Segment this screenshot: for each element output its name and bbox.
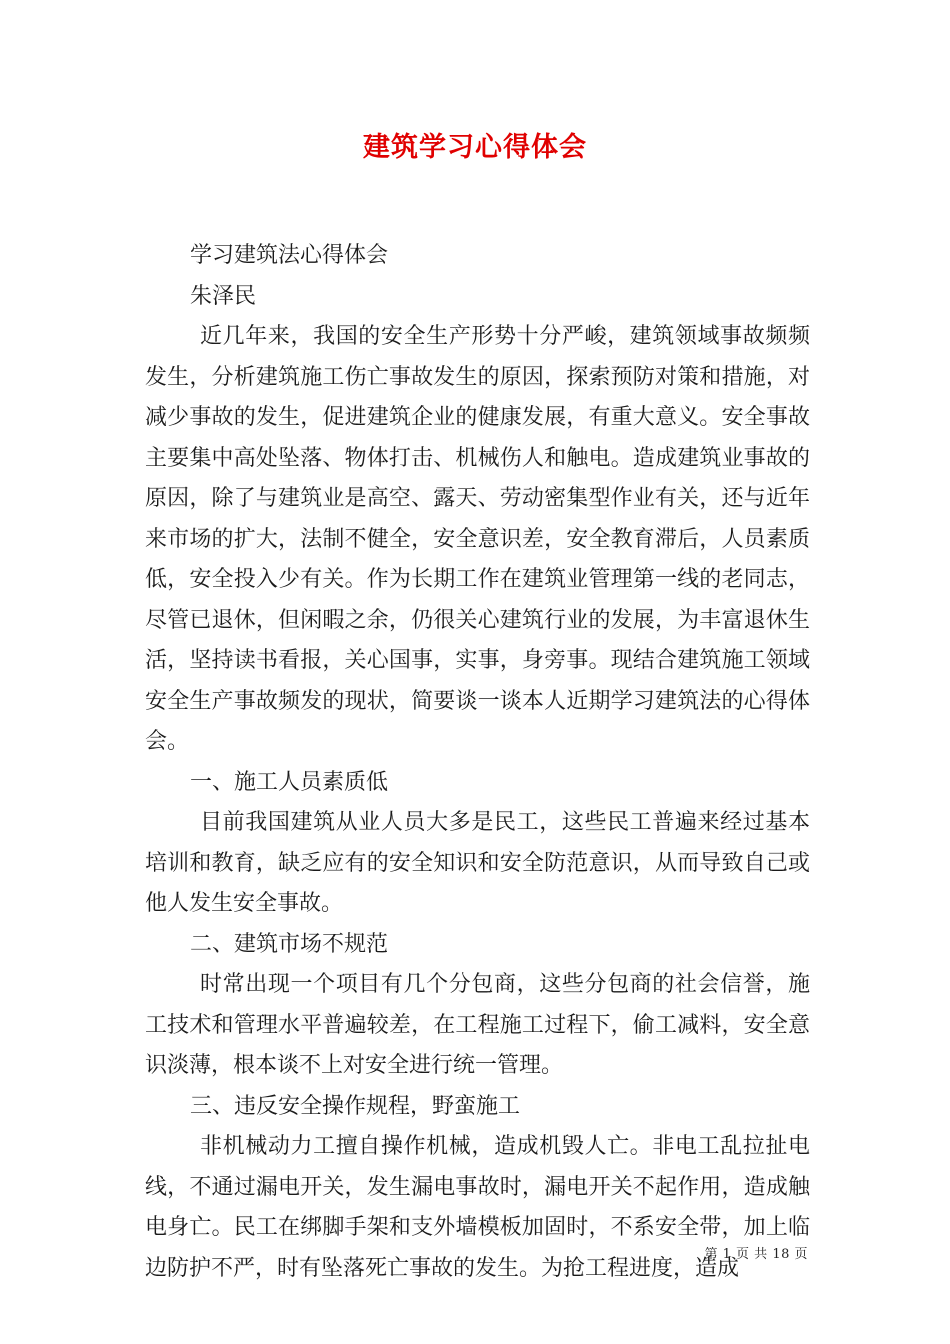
paragraph-section-3: 非机械动力工擅自操作机械，造成机毁人亡。非电工乱拉扯电线，不通过漏电开关，发生漏电事故时，漏电开关不起作用，造成触电身亡。民工在绑脚手架和支外墙模板加固时，不系安全带，加上临边防护不严，时有坠落死亡事故的发生。为抢工程进度，造成 — [145, 1134, 810, 1281]
author: 朱泽民 — [190, 283, 257, 309]
section-heading-3: 三、违反安全操作规程，野蛮施工 — [190, 1093, 521, 1119]
section-heading-1: 一、施工人员素质低 — [190, 769, 389, 795]
document-title: 建筑学习心得体会 — [363, 132, 587, 163]
page-number: 第 1 页 共 18 页 — [704, 1247, 808, 1262]
subtitle: 学习建筑法心得体会 — [190, 243, 389, 268]
paragraph-section-2: 时常出现一个项目有几个分包商，这些分包商的社会信誉，施工技术和管理水平普遍较差，在工程施工过程下，偷工减料，安全意识淡薄，根本谈不上对安全进行统一管理。 — [145, 972, 810, 1078]
paragraph-intro: 近几年来，我国的安全生产形势十分严峻，建筑领域事故频频发生，分析建筑施工伤亡事故发生的原因，探索预防对策和措施，对减少事故的发生，促进建筑企业的健康发展，有重大意义。安全事故主要集中高处坠落、物体打击、机械伤人和触电。造成建筑业事故的原因，除了与建筑业是高空、露天、劳动密集型作业有关，还与近年来市场的扩大，法制不健全，安全意识差，安全教育滞后，人员素质低，安全投入少有关。作为长期工作在建筑业管理第一线的老同志，尽管已退休，但闲暇之余，仍很关心建筑行业的发展，为丰富退休生活，坚持读书看报，关心国事，实事，身旁事。现结合建筑施工领域安全生产事故频发的现状，简要谈一谈本人近期学习建筑法的心得体会。 — [145, 324, 810, 754]
section-heading-2: 二、建筑市场不规范 — [190, 931, 389, 957]
document-body — [145, 236, 810, 1289]
paragraph-section-1: 目前我国建筑从业人员大多是民工，这些民工普遍来经过基本培训和教育，缺乏应有的安全知识和安全防范意识，从而导致自己或他人发生安全事故。 — [145, 810, 810, 916]
